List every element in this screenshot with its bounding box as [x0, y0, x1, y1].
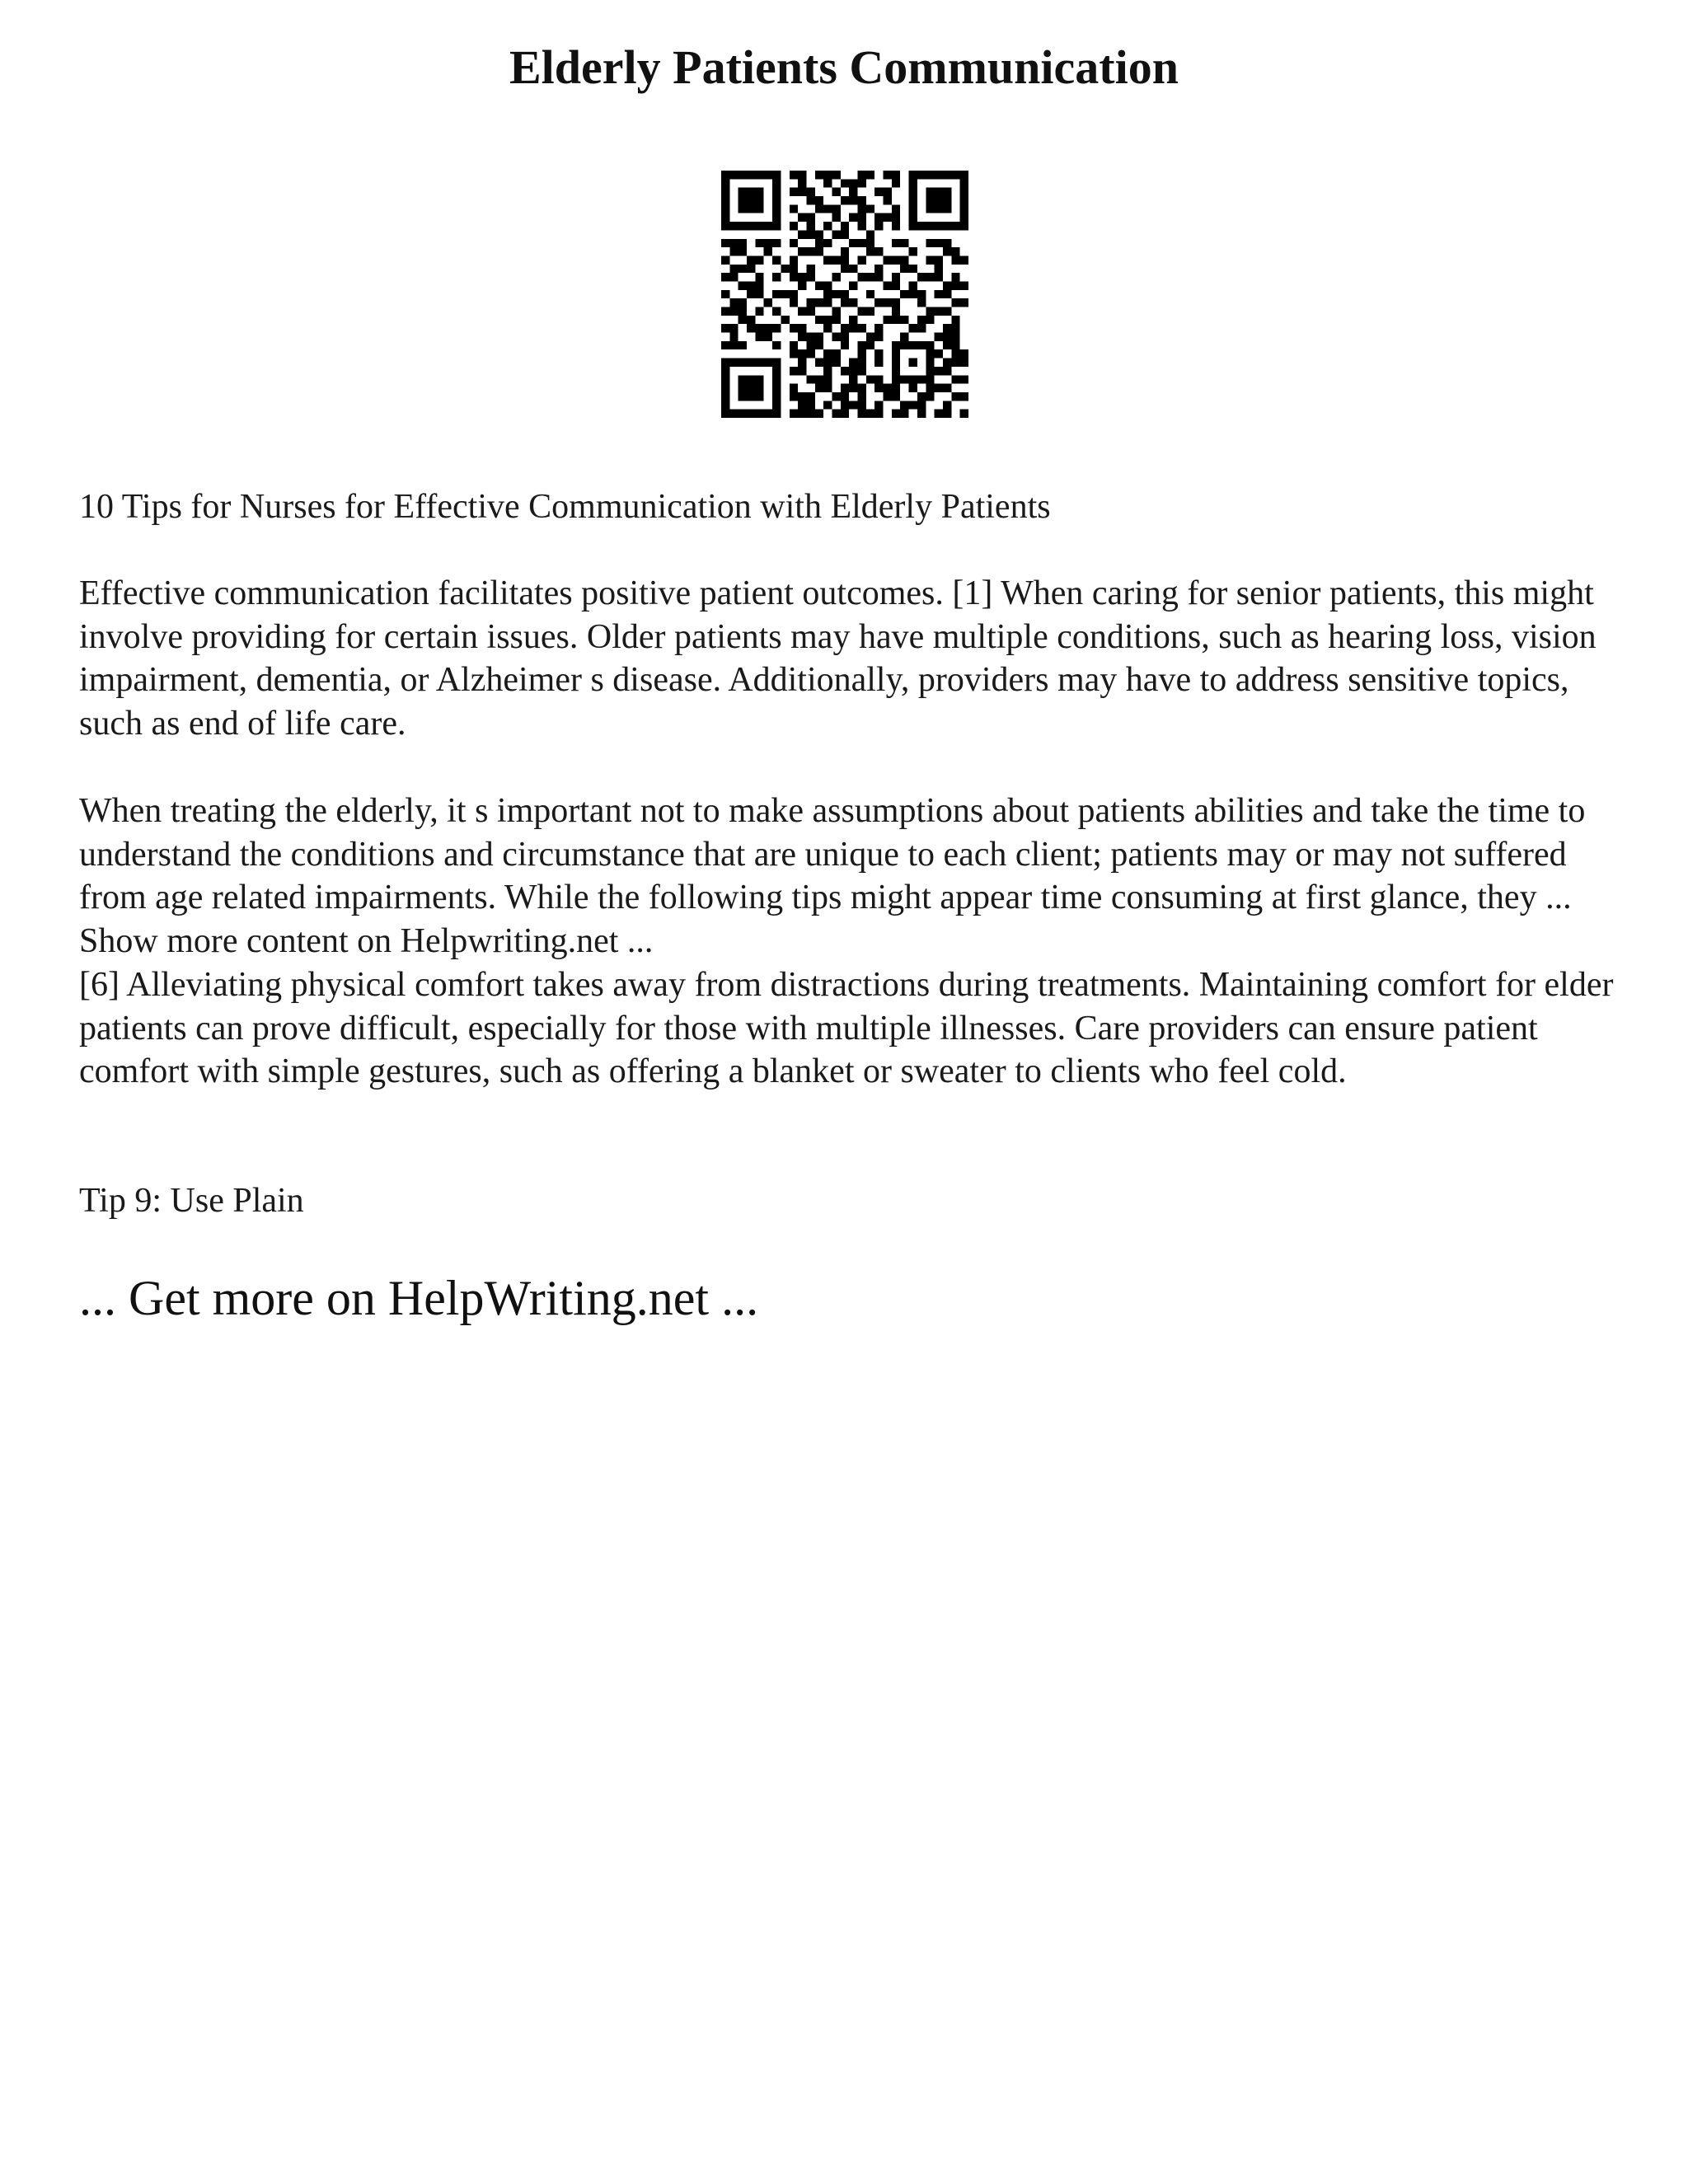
- paragraph-assumptions: When treating the elderly, it s important not to make assumptions about patients abilities and take the time to understand the conditions and circumstance that are unique to each client; patients may or may not suffered from age related impairments. While the following tips might appear time consuming at first glance, they ... Show more content on Helpwriting.net ...: [79, 792, 1586, 960]
- qr-code-icon: [721, 171, 968, 418]
- tip-heading: Tip 9: Use Plain: [79, 1182, 304, 1220]
- paragraph-comfort: [6] Alleviating physical comfort takes away from distractions during treatments. Maintaining comfort for elder patients can prove difficult, especially for those with multiple illnesses. Care providers can ensure patient comfort with simple gestures, such as offering a blanket or sweater to clients who feel cold.: [79, 966, 1614, 1090]
- page-title: Elderly Patients Communication: [509, 40, 1179, 94]
- article-subtitle: 10 Tips for Nurses for Effective Communication with Elderly Patients: [79, 488, 1051, 526]
- get-more-link[interactable]: ... Get more on HelpWriting.net ...: [79, 1271, 759, 1325]
- paragraph-intro: Effective communication facilitates positive patient outcomes. [1] When caring for senior patients, this might involve providing for certain issues. Older patients may have multiple conditions, such as hearing loss, vision impairment, dementia, or Alzheimer s disease. Additionally, providers may have to address sensitive topics, such as end of life care.: [79, 574, 1597, 743]
